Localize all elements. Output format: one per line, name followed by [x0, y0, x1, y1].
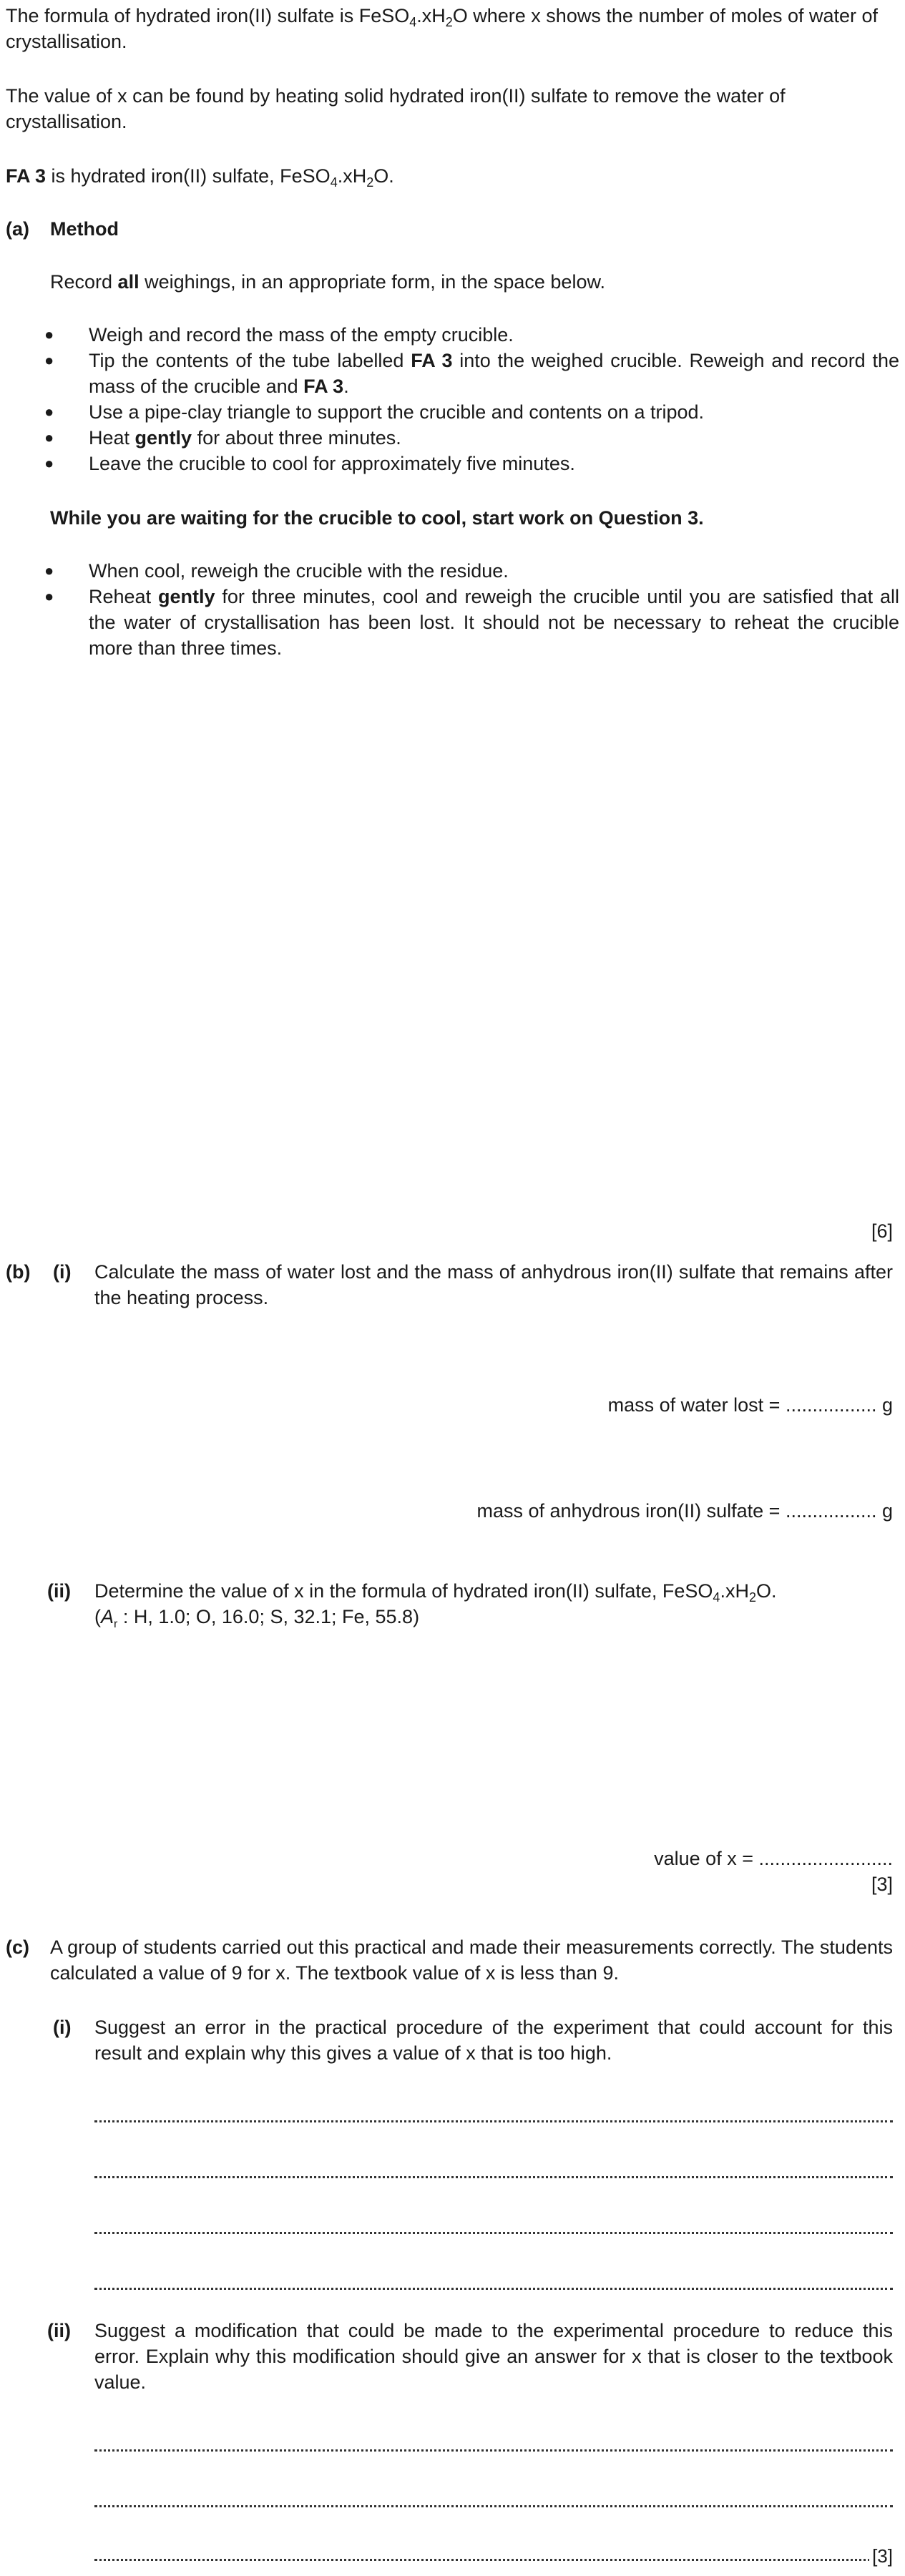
answer-line[interactable]	[94, 2449, 893, 2452]
intro-paragraph-1: The formula of hydrated iron(II) sulfate is $FeSO_4.xH_2O$ where x shows the number of moles of water of crystallisation.	[6, 5, 879, 52]
part-b-i-label: (i)	[53, 1261, 72, 1283]
answer-line[interactable]	[94, 2232, 893, 2234]
part-b-ii-label: (ii)	[47, 1580, 71, 1602]
part-c-i-question: Suggest an error in the practical procedure of the experiment that could account for this result and explain why this gives a value of x that is too high.	[94, 2017, 893, 2064]
answer-value-x[interactable]: value of x = .........................	[654, 1848, 893, 1869]
part-c-ii-question: Suggest a modification that could be made to the experimental procedure to reduce this error. Explain why this modification should give an answer for x that is closer to the textbook value.	[94, 2320, 893, 2393]
list-item: ● When cool, reweigh the crucible with the residue.	[44, 558, 899, 584]
method-steps-list	[44, 322, 899, 476]
answer-line[interactable]	[94, 2505, 893, 2507]
list-item: ● Use a pipe-clay triangle to support the crucible and contents on a tripod.	[44, 399, 899, 425]
part-c-ii-label: (ii)	[47, 2320, 71, 2341]
part-c-header	[6, 1934, 893, 1992]
list-item: ● Leave the crucible to cool for approximately five minutes.	[44, 451, 899, 476]
part-b-i-header	[6, 1259, 893, 1316]
method-steps-list-2	[44, 558, 899, 661]
part-a-title: Method	[50, 218, 119, 240]
answer-mass-anhydrous[interactable]: mass of anhydrous iron(II) sulfate = ................. g	[476, 1500, 893, 1522]
part-c-ii-header	[6, 2318, 893, 2404]
answer-mass-water[interactable]: mass of water lost = ................. g	[607, 1394, 893, 1416]
waiting-note: While you are waiting for the crucible to cool, start work on Question 3.	[50, 507, 704, 529]
intro-paragraph-2: The value of x can be found by heating solid hydrated iron(II) sulfate to remove the water of crystallisation.	[6, 85, 786, 132]
list-item: ● Weigh and record the mass of the empty crucible.	[44, 322, 899, 348]
answer-line[interactable]	[94, 2288, 893, 2290]
part-c-i-header	[6, 2014, 893, 2072]
part-c-label: (c)	[6, 1936, 29, 1958]
part-b-i-question: Calculate the mass of water lost and the mass of anhydrous iron(II) sulfate that remains after the heating process.	[94, 1261, 893, 1308]
list-item: ● Reheat gently for three minutes, cool and reweigh the crucible until you are satisfied that all the water of crystallisation has been lost. It should not be necessary to reheat the crucible more than three times.	[44, 584, 899, 661]
part-b-marks: [3]	[871, 1874, 893, 1895]
intro-paragraph-3: FA 3 is hydrated iron(II) sulfate, $FeSO_4.xH_2O$.	[6, 165, 394, 190]
list-item: ● Heat gently for about three minutes.	[44, 425, 899, 451]
part-c-marks: [3]	[869, 2545, 893, 2567]
part-b-ii-question: Determine the value of x in the formula of hydrated iron(II) sulfate, $FeSO_4.xH_2O$. ($A_r$ : H, 1.0; O, 16.0; S, 32.1; Fe, 55.8)	[94, 1580, 777, 1630]
part-c-i-label: (i)	[53, 2017, 72, 2038]
part-a-instruction: Record all weighings, in an appropriate form, in the space below.	[50, 271, 605, 293]
relative-atomic-masses: ($A_r$ : H, 1.0; O, 16.0; S, 32.1; Fe, 55.8)	[94, 1606, 420, 1630]
answer-line[interactable]	[94, 2176, 893, 2178]
part-a-header	[6, 216, 893, 245]
answer-line[interactable]	[94, 2559, 893, 2561]
answer-line[interactable]	[94, 2120, 893, 2122]
list-item: ● Tip the contents of the tube labelled FA 3 into the weighed crucible. Reweigh and record the mass of the crucible and FA 3.	[44, 348, 899, 399]
part-a-marks: [6]	[871, 1220, 893, 1242]
part-a-label: (a)	[6, 218, 29, 240]
part-c-intro: A group of students carried out this practical and made their measurements correctly. The students calculated a value of 9 for x. The textbook value of x is less than 9.	[50, 1936, 893, 1984]
part-b-ii-header	[6, 1578, 893, 1635]
part-b-label: (b)	[6, 1261, 31, 1283]
